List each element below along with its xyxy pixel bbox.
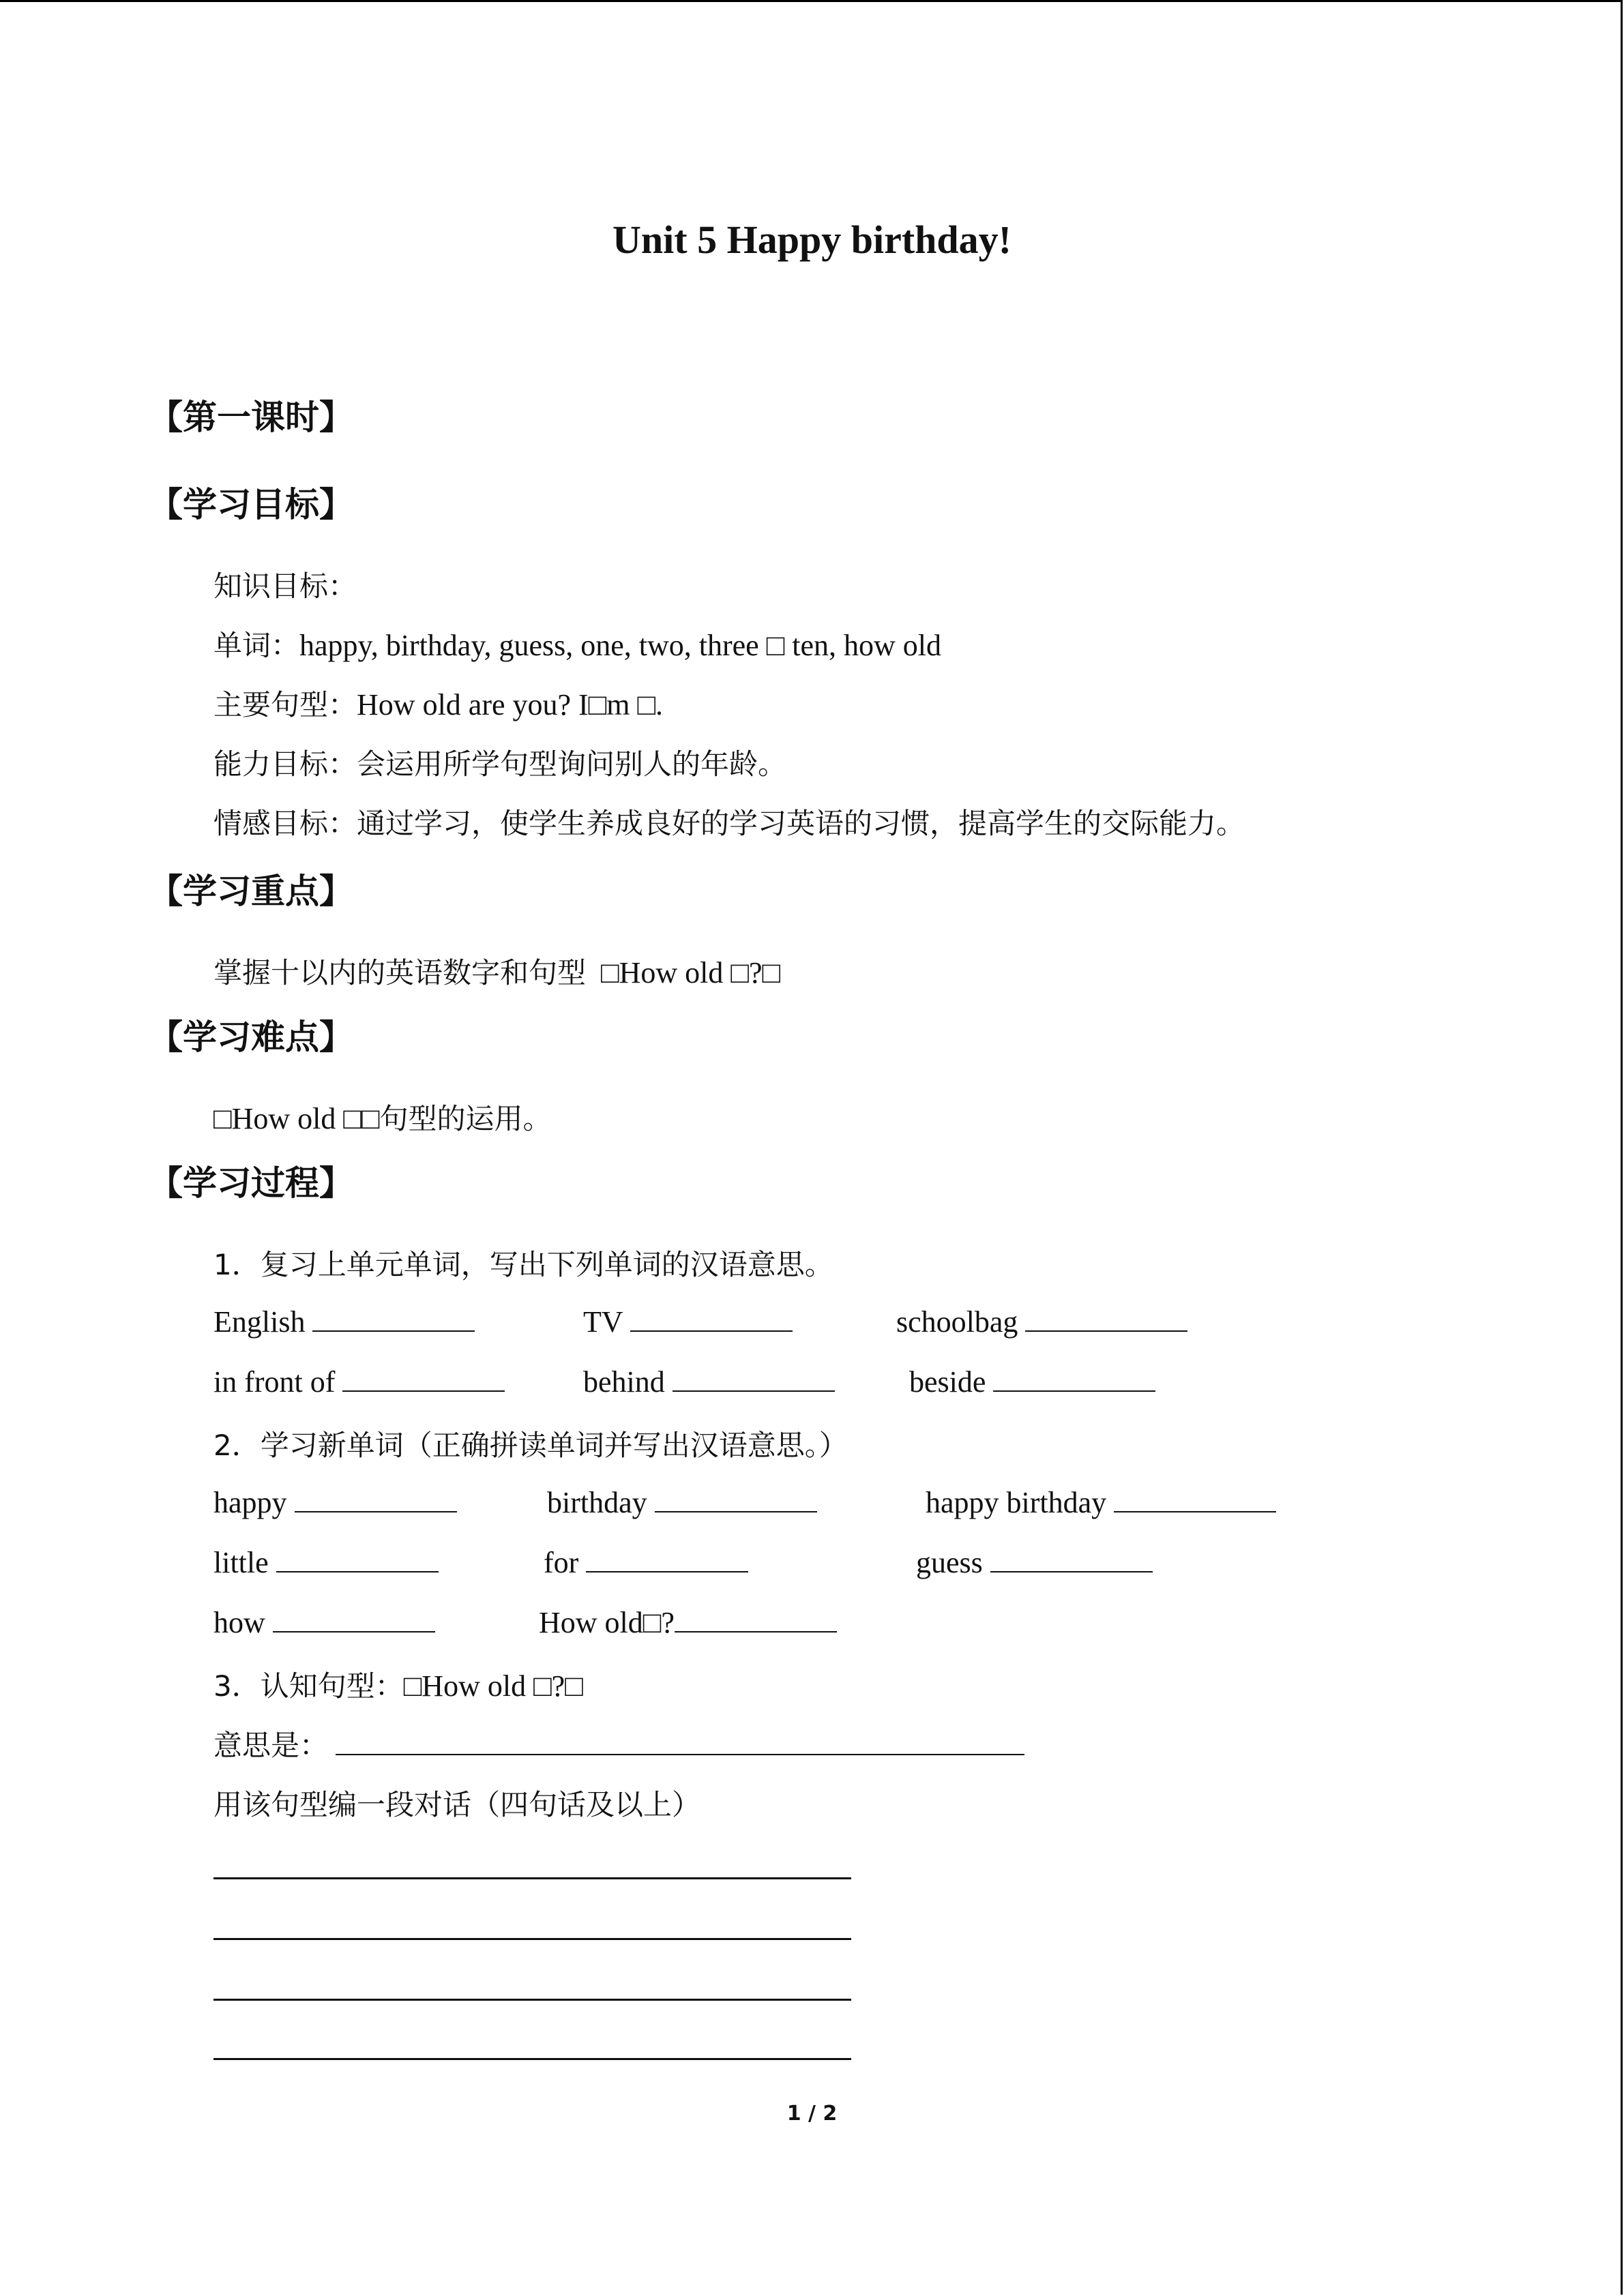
key-points-cn: 掌握十以内的英语数字和句型 <box>213 956 587 989</box>
page-title: Unit 5 Happy birthday! <box>612 218 1012 262</box>
meaning-row <box>213 1723 1024 1764</box>
answer-blank[interactable] <box>673 1385 835 1392</box>
heading-process: 【学习过程】 <box>149 1163 353 1203</box>
word-beside <box>909 1365 1155 1399</box>
word-label: how <box>213 1606 265 1639</box>
difficulties-text <box>213 1097 552 1137</box>
goal-emotion: 情感目标：通过学习，使学生养成良好的学习英语的习惯，提高学生的交际能力。 <box>213 807 1245 840</box>
page-number: 1 / 2 <box>786 2102 838 2126</box>
difficulties-cn: 句型的运用。 <box>379 1102 552 1135</box>
step3-instruction <box>213 1664 583 1705</box>
step3-label: 3．认知句型： <box>213 1669 404 1703</box>
answer-blank[interactable] <box>1025 1325 1187 1332</box>
answer-blank[interactable] <box>655 1506 817 1512</box>
dialogue-line-3[interactable] <box>213 1999 851 2001</box>
step2-instruction: 2．学习新单词（正确拼读单词并写出汉语意思。） <box>213 1429 848 1462</box>
meaning-blank[interactable] <box>336 1748 1024 1755</box>
word-label: birthday <box>547 1486 647 1519</box>
word-little <box>213 1545 439 1580</box>
word-label: for <box>544 1546 579 1579</box>
heading-lesson: 【第一课时】 <box>149 398 353 437</box>
word-label: little <box>213 1546 269 1579</box>
heading-goals: 【学习目标】 <box>149 485 353 524</box>
goal-words-text: happy, birthday, guess, one, two, three □ ten, how old <box>299 629 942 662</box>
goal-sentence-label: 主要句型： <box>213 688 357 721</box>
word-happy <box>213 1485 457 1520</box>
word-birthday <box>547 1485 817 1520</box>
meaning-label: 意思是： <box>213 1729 329 1762</box>
word-label: happy birthday <box>926 1486 1107 1519</box>
word-label: English <box>213 1305 306 1339</box>
dialogue-line-1[interactable] <box>213 1877 851 1879</box>
word-label: in front of <box>213 1365 336 1399</box>
word-label: schoolbag <box>896 1305 1018 1339</box>
answer-blank[interactable] <box>312 1325 475 1332</box>
answer-blank[interactable] <box>1114 1506 1276 1512</box>
goal-ability: 能力目标：会运用所学句型询问别人的年龄。 <box>213 747 787 781</box>
word-guess <box>916 1545 1153 1580</box>
heading-key-points: 【学习重点】 <box>149 871 353 911</box>
dialogue-line-2[interactable] <box>213 1938 851 1940</box>
word-english <box>213 1304 475 1339</box>
goal-words-label: 单词： <box>213 629 300 662</box>
difficulties-en: □How old □□ <box>213 1102 380 1135</box>
answer-blank[interactable] <box>276 1566 439 1572</box>
answer-blank[interactable] <box>342 1385 505 1392</box>
word-happy-birthday <box>926 1485 1276 1520</box>
word-tv <box>583 1304 793 1339</box>
word-schoolbag <box>896 1304 1187 1339</box>
word-how <box>213 1605 435 1640</box>
word-in-front-of <box>213 1365 505 1399</box>
answer-blank[interactable] <box>630 1325 793 1332</box>
answer-blank[interactable] <box>273 1626 435 1632</box>
answer-blank[interactable] <box>675 1626 837 1632</box>
answer-blank[interactable] <box>993 1385 1155 1392</box>
answer-blank[interactable] <box>990 1566 1153 1572</box>
goal-sentence <box>213 683 663 724</box>
word-label: guess <box>916 1546 983 1579</box>
answer-blank[interactable] <box>586 1566 748 1572</box>
step1-instruction: 1．复习上单元单词，写出下列单词的汉语意思。 <box>213 1248 833 1281</box>
word-label: happy <box>213 1486 287 1519</box>
word-for <box>544 1545 748 1580</box>
step3-sentence: □How old □?□ <box>403 1669 583 1703</box>
dialogue-line-4[interactable] <box>213 2058 851 2060</box>
word-how-old <box>539 1605 837 1640</box>
word-label: behind <box>583 1365 665 1399</box>
dialogue-prompt: 用该句型编一段对话（四句话及以上） <box>213 1788 701 1821</box>
word-label: beside <box>909 1365 986 1399</box>
goal-knowledge: 知识目标： <box>213 569 357 603</box>
word-behind <box>583 1365 835 1399</box>
answer-blank[interactable] <box>295 1506 457 1512</box>
goal-words <box>213 623 941 664</box>
word-label: TV <box>583 1305 623 1339</box>
heading-difficulties: 【学习难点】 <box>149 1017 353 1057</box>
key-points-text <box>213 951 780 992</box>
word-label: How old□? <box>539 1606 675 1639</box>
goal-sentence-text: How old are you? I□m □. <box>357 688 664 721</box>
key-points-en: □How old □?□ <box>601 956 781 989</box>
